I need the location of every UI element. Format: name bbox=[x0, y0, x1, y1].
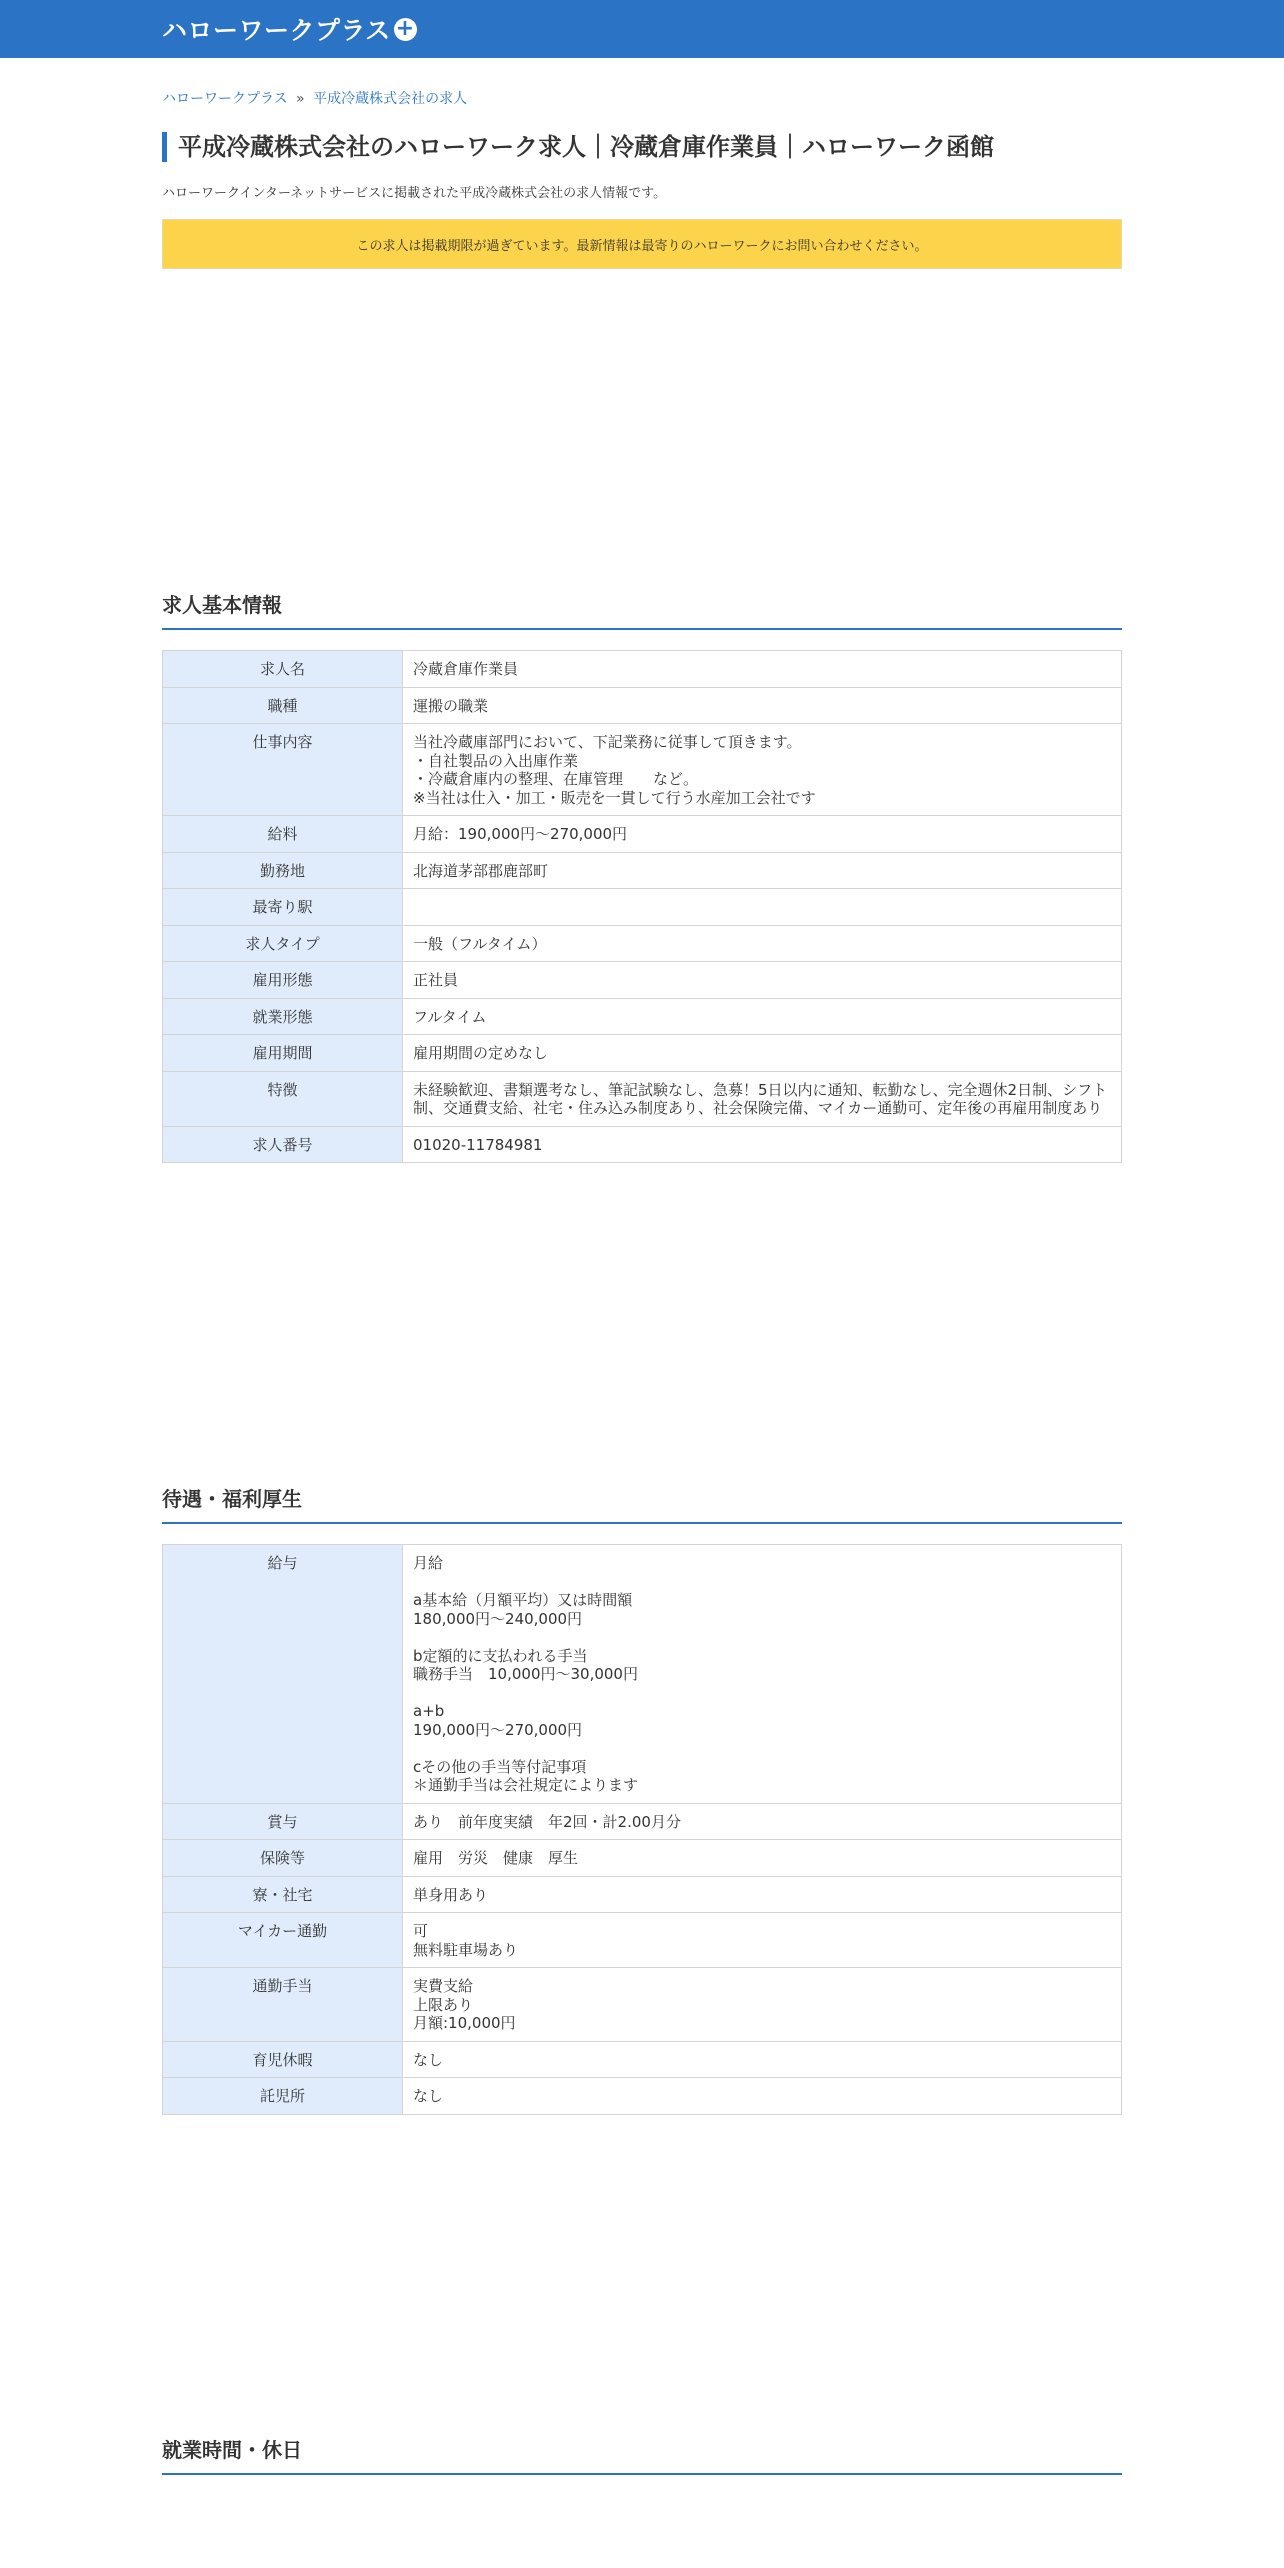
row-label: 託児所 bbox=[163, 2078, 403, 2115]
table-row bbox=[163, 2041, 1122, 2078]
table-row bbox=[163, 962, 1122, 999]
row-value: 月給：190,000円～270,000円 bbox=[403, 816, 1122, 853]
basic-info-table bbox=[162, 650, 1122, 1163]
table-row bbox=[163, 998, 1122, 1035]
row-label: 求人番号 bbox=[163, 1126, 403, 1163]
row-label: 求人タイプ bbox=[163, 925, 403, 962]
row-label: 仕事内容 bbox=[163, 724, 403, 816]
breadcrumb bbox=[162, 88, 1122, 108]
row-value: 可 無料駐車場あり bbox=[403, 1913, 1122, 1968]
site-header bbox=[0, 0, 1284, 58]
row-label: 給与 bbox=[163, 1545, 403, 1804]
row-value: 当社冷蔵庫部門において、下記業務に従事して頂きます。 ・自社製品の入出庫作業 ・冷蔵倉庫内の整理、在庫管理 など。 ※当社は仕入・加工・販売を一貫して行う水産加工会社です bbox=[403, 724, 1122, 816]
table-row bbox=[163, 852, 1122, 889]
row-label: 寮・社宅 bbox=[163, 1876, 403, 1913]
expired-notice: この求人は掲載期限が過ぎています。最新情報は最寄りのハローワークにお問い合わせください。 bbox=[162, 219, 1122, 269]
row-value: フルタイム bbox=[403, 998, 1122, 1035]
row-value: 月給 a基本給（月額平均）又は時間額 180,000円～240,000円 b定額的に支払われる手当 職務手当 10,000円～30,000円 a+b 190,000円～270,000円 cその他の手当等付記事項 ＊通勤手当は会社規定によります bbox=[403, 1545, 1122, 1804]
table-row bbox=[163, 816, 1122, 853]
row-label: 育児休暇 bbox=[163, 2041, 403, 2078]
row-label: 通勤手当 bbox=[163, 1968, 403, 2042]
plus-circle-icon: + bbox=[394, 18, 417, 41]
section-title-welfare: 待遇・福利厚生 bbox=[162, 1483, 1122, 1524]
logo-text: ハローワークプラス bbox=[162, 16, 391, 45]
row-value: あり 前年度実績 年2回・計2.00月分 bbox=[403, 1803, 1122, 1840]
row-value: 未経験歓迎、書類選考なし、筆記試験なし、急募！5日以内に通知、転勤なし、完全週休2日制、シフト制、交通費支給、社宅・住み込み制度あり、社会保険完備、マイカー通勤可、定年後の再雇用制度あり bbox=[403, 1071, 1122, 1126]
header-inner bbox=[162, 0, 1122, 58]
main-content bbox=[162, 88, 1122, 2475]
row-value: 単身用あり bbox=[403, 1876, 1122, 1913]
row-label: 雇用期間 bbox=[163, 1035, 403, 1072]
row-label: 賞与 bbox=[163, 1803, 403, 1840]
row-value: なし bbox=[403, 2078, 1122, 2115]
row-value: なし bbox=[403, 2041, 1122, 2078]
table-row bbox=[163, 1876, 1122, 1913]
row-value: 冷蔵倉庫作業員 bbox=[403, 651, 1122, 688]
page-title: 平成冷蔵株式会社のハローワーク求人｜冷蔵倉庫作業員｜ハローワーク函館 bbox=[162, 132, 1122, 162]
row-label: 最寄り駅 bbox=[163, 889, 403, 926]
row-label: 特徴 bbox=[163, 1071, 403, 1126]
row-value: 雇用 労災 健康 厚生 bbox=[403, 1840, 1122, 1877]
site-logo[interactable] bbox=[162, 11, 417, 47]
table-row bbox=[163, 1968, 1122, 2042]
row-label: 給料 bbox=[163, 816, 403, 853]
table-row bbox=[163, 1545, 1122, 1804]
section-title-hours: 就業時間・休日 bbox=[162, 2434, 1122, 2475]
table-row bbox=[163, 724, 1122, 816]
table-row bbox=[163, 651, 1122, 688]
row-value: 雇用期間の定めなし bbox=[403, 1035, 1122, 1072]
row-value: 一般（フルタイム） bbox=[403, 925, 1122, 962]
table-row bbox=[163, 1126, 1122, 1163]
row-value: 01020-11784981 bbox=[403, 1126, 1122, 1163]
table-row bbox=[163, 1913, 1122, 1968]
table-row bbox=[163, 925, 1122, 962]
table-row bbox=[163, 889, 1122, 926]
row-label: 求人名 bbox=[163, 651, 403, 688]
table-row bbox=[163, 687, 1122, 724]
table-row bbox=[163, 1071, 1122, 1126]
row-label: 勤務地 bbox=[163, 852, 403, 889]
welfare-table bbox=[162, 1544, 1122, 2115]
table-row bbox=[163, 2078, 1122, 2115]
table-row bbox=[163, 1803, 1122, 1840]
row-value: 正社員 bbox=[403, 962, 1122, 999]
row-value: 運搬の職業 bbox=[403, 687, 1122, 724]
breadcrumb-company-link[interactable]: 平成冷蔵株式会社の求人 bbox=[313, 91, 468, 107]
row-value: 北海道茅部郡鹿部町 bbox=[403, 852, 1122, 889]
breadcrumb-home-link[interactable]: ハローワークプラス bbox=[162, 91, 288, 107]
row-value bbox=[403, 889, 1122, 926]
table-row bbox=[163, 1035, 1122, 1072]
row-label: 保険等 bbox=[163, 1840, 403, 1877]
lead-text: ハローワークインターネットサービスに掲載された平成冷蔵株式会社の求人情報です。 bbox=[162, 186, 667, 201]
table-row bbox=[163, 1840, 1122, 1877]
section-title-basic-info: 求人基本情報 bbox=[162, 589, 1122, 630]
row-label: 雇用形態 bbox=[163, 962, 403, 999]
breadcrumb-separator: » bbox=[296, 91, 305, 107]
row-value: 実費支給 上限あり 月額:10,000円 bbox=[403, 1968, 1122, 2042]
row-label: 就業形態 bbox=[163, 998, 403, 1035]
row-label: 職種 bbox=[163, 687, 403, 724]
row-label: マイカー通勤 bbox=[163, 1913, 403, 1968]
